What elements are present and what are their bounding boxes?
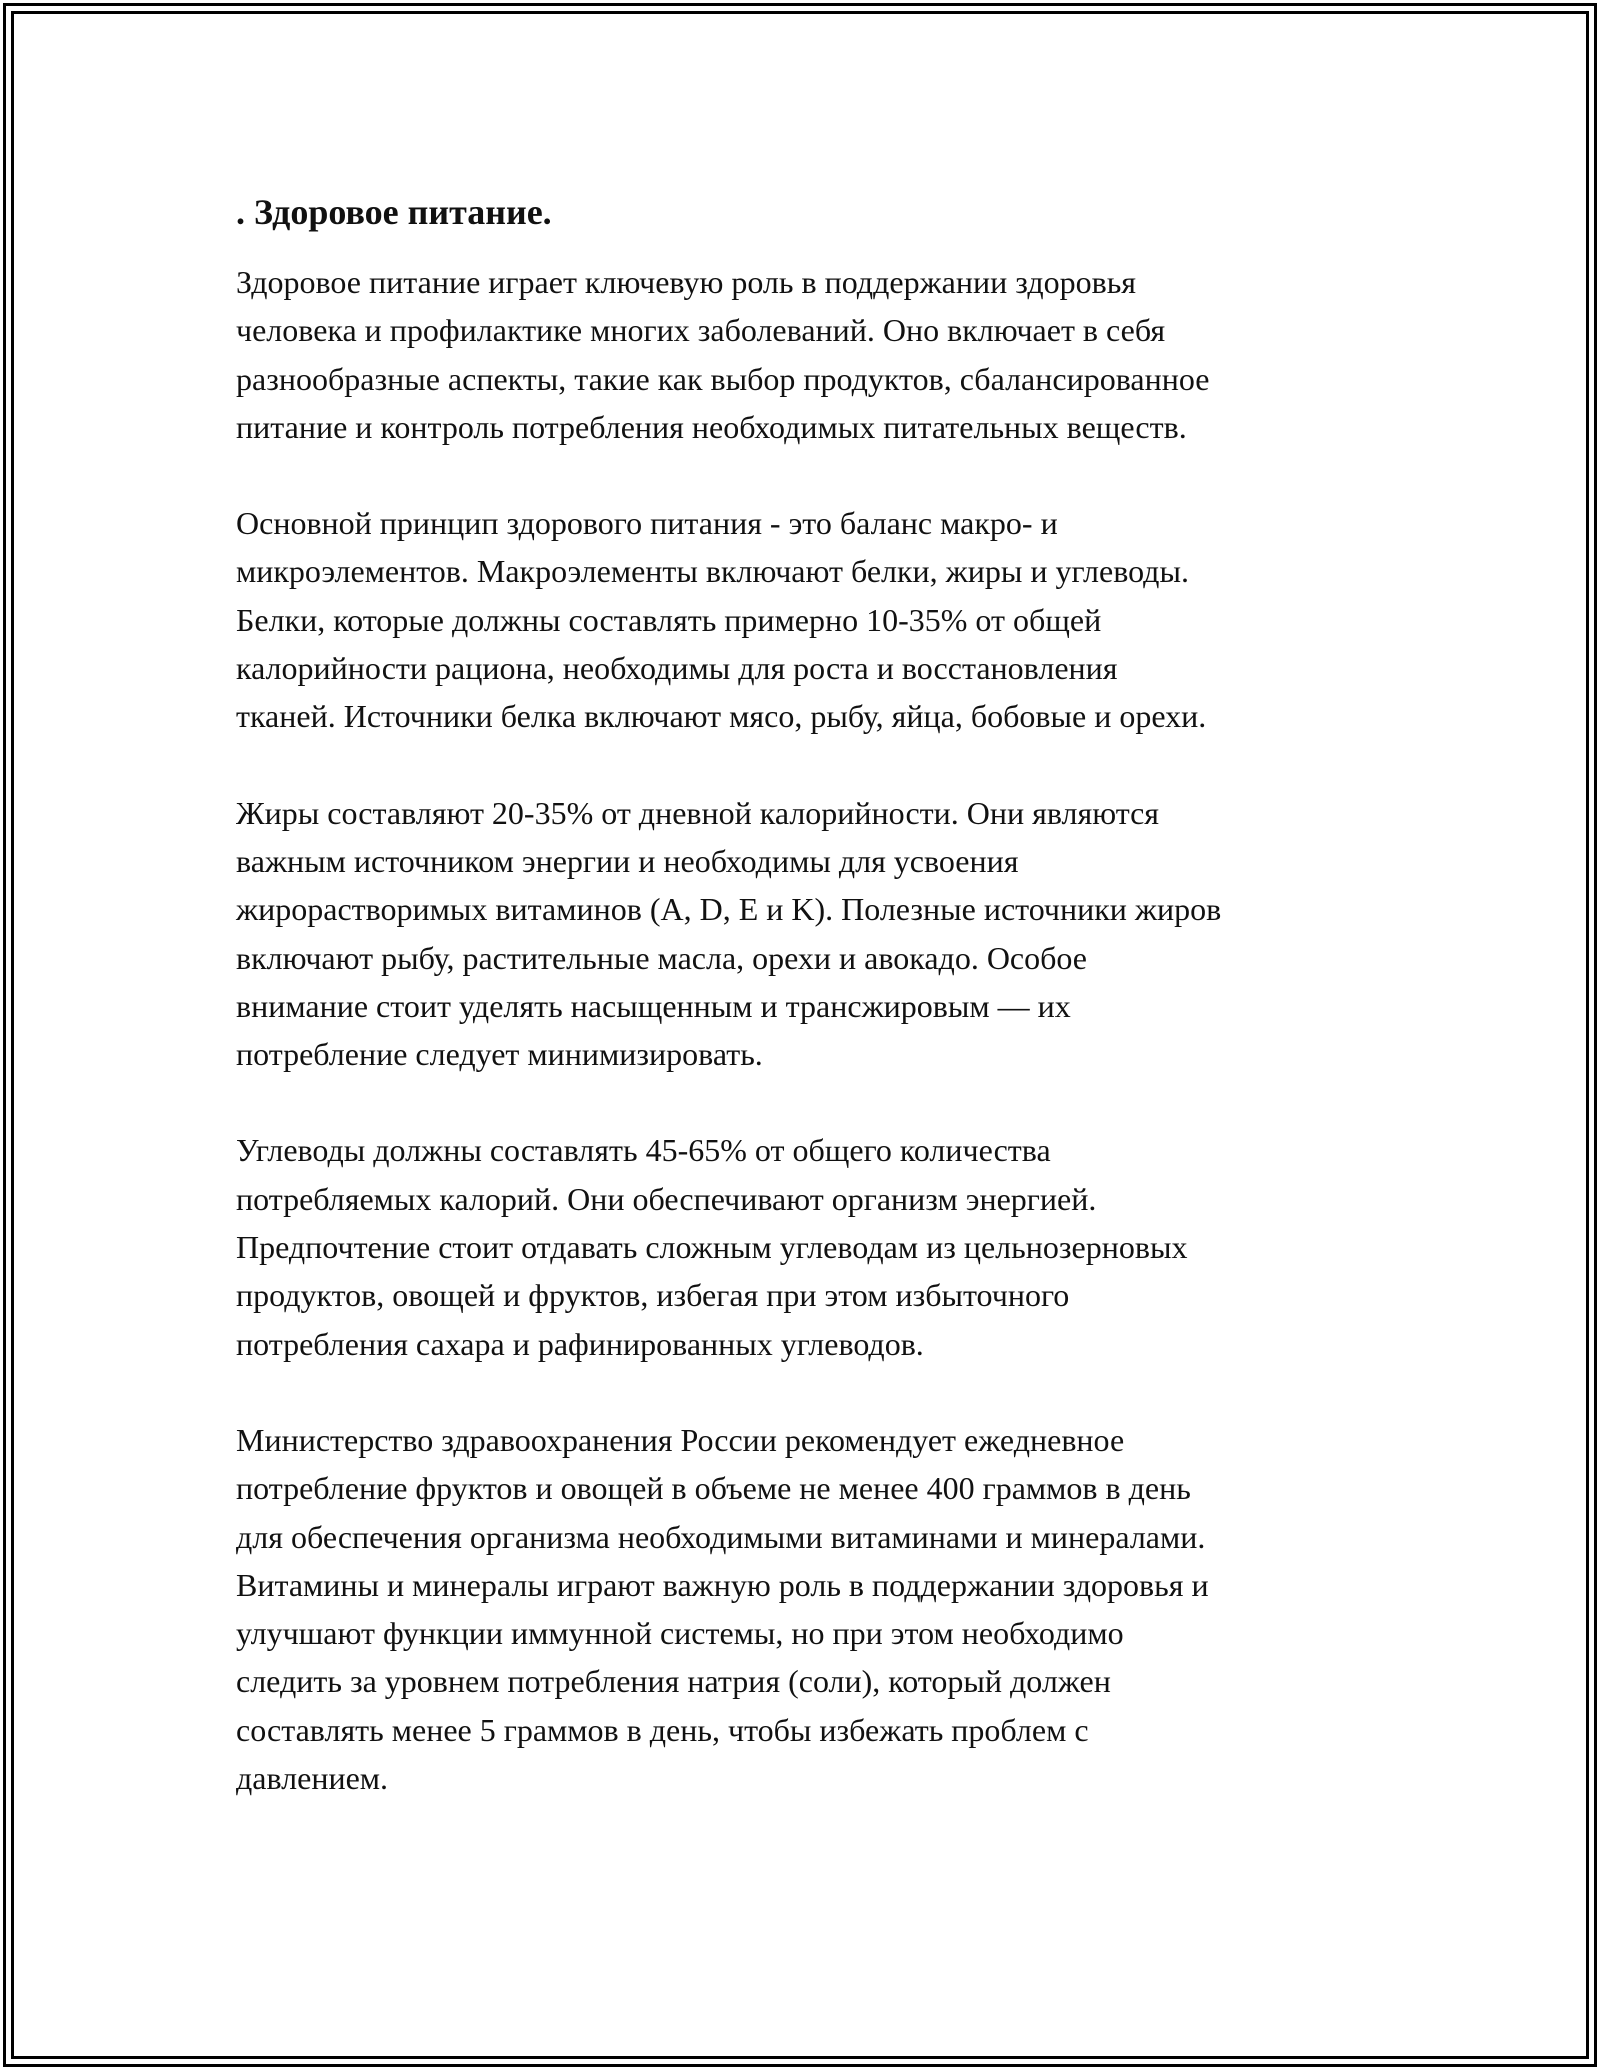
document-body bbox=[236, 188, 1376, 1850]
paragraph-carbohydrates: Углеводы должны составлять 45-65% от общего количества потребляемых калорий. Они обеспечивают организм энергией. Предпочтение стоит отдавать сложным углеводам из цельнозерновых продуктов, овощей и фруктов, избегая при этом избыточного потребления сахара и рафинированных углеводов. bbox=[236, 1132, 1188, 1362]
document-title: . Здоровое питание. bbox=[236, 192, 552, 232]
paragraph-ministry-recommendations: Министерство здравоохранения России рекомендует ежедневное потребление фруктов и овощей в объеме не менее 400 граммов в день для обеспечения организма необходимыми витаминами и минералами. Витамины и минералы играют важную роль в поддержании здоровья и улучшают функции иммунной системы, но при этом необходимо следить за уровнем потребления натрия (соли), который должен составлять менее 5 граммов в день, чтобы избежать проблем с давлением. bbox=[236, 1421, 1209, 1797]
paragraph-intro: Здоровое питание играет ключевую роль в поддержании здоровья человека и профилактике многих заболеваний. Оно включает в себя разнообразные аспекты, такие как выбор продуктов, сбалансированное питание и контроль потребления необходимых питательных веществ. bbox=[236, 264, 1210, 445]
paragraph-macronutrients: Основной принцип здорового питания - это баланс макро- и микроэлементов. Макроэлементы включают белки, жиры и углеводы. Белки, которые должны составлять примерно 10-35% от общей калорийности рациона, необходимы для роста и восстановления тканей. Источники белка включают мясо, рыбу, яйца, бобовые и орехи. bbox=[236, 505, 1207, 735]
paragraph-fats: Жиры составляют 20-35% от дневной калорийности. Они являются важным источником энергии и необходимы для усвоения жирорастворимых витаминов (A, D, E и K). Полезные источники жиров включают рыбу, растительные масла, орехи и авокадо. Особое внимание стоит уделять насыщенным и трансжировым — их потребление следует минимизировать. bbox=[236, 794, 1222, 1073]
